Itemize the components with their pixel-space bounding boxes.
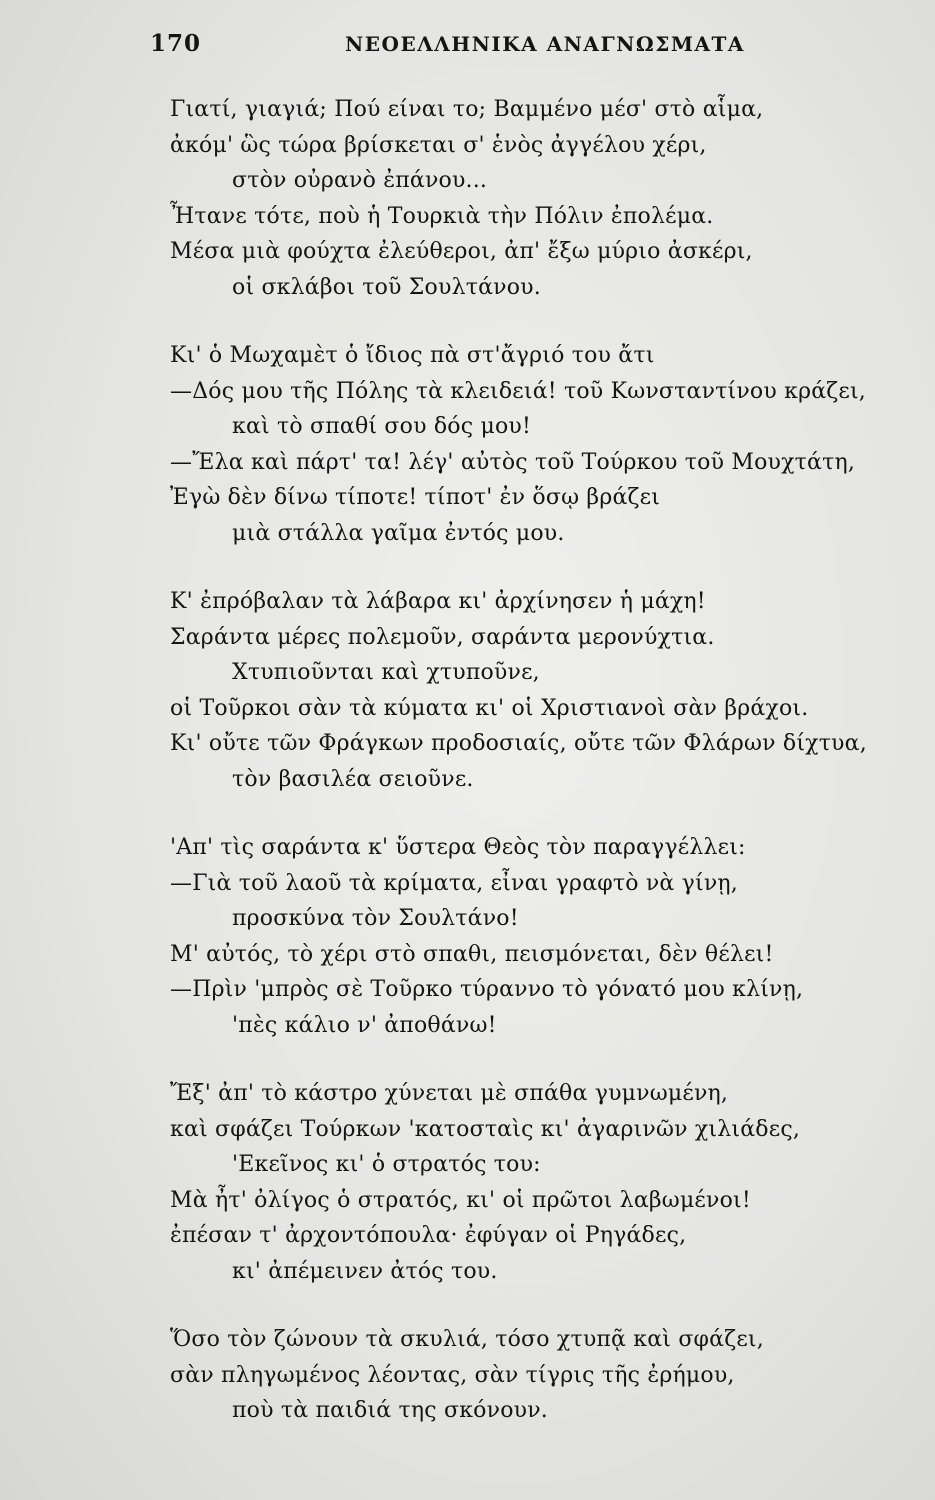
verse-line: τὸν βασιλέα σειοῦνε. xyxy=(232,766,474,792)
verse-line: Κ' ἐπρόβαλαν τὰ λάβαρα κι' ἀρχίνησεν ἡ μάχη! xyxy=(170,589,706,614)
verse-line: σὰν πληγωμένος λέοντας, σὰν τίγρις τῆς ἐρήμου, xyxy=(170,1362,735,1388)
verse-line: οἱ Τοῦρκοι σὰν τὰ κύματα κι' οἱ Χριστιανοὶ σὰν βράχοι. xyxy=(170,695,809,721)
verse-line: Σαράντα μέρες πολεμοῦν, σαράντα μερονύχτια. xyxy=(170,624,715,650)
verse-line: Μέσα μιὰ φούχτα ἐλεύθεροι, ἀπ' ἔξω μύριο ἀσκέρι, xyxy=(170,239,753,264)
verse-line: —Ἔλα καὶ πάρτ' τα! λέγ' αὐτὸς τοῦ Τούρκου τοῦ Μουχτάτη, xyxy=(170,449,856,475)
verse-line: καὶ σφάζει Τούρκων 'κατοσταὶς κι' ἀγαρινῶν χιλιάδες, xyxy=(170,1116,801,1142)
verse-line: στὸν οὐρανὸ ἐπάνου... xyxy=(232,168,488,193)
verse-line: κι' ἀπέμεινεν ἀτός του. xyxy=(232,1258,498,1284)
verse-line: —Γιὰ τοῦ λαοῦ τὰ κρίματα, εἶναι γραφτὸ νὰ γίνῃ, xyxy=(170,870,739,896)
poem-body xyxy=(170,92,930,1462)
verse-line: οἱ σκλάβοι τοῦ Σουλτάνου. xyxy=(232,274,541,300)
stanza xyxy=(170,92,930,305)
verse-line: καὶ τὸ σπαθί σου δός μου! xyxy=(232,414,532,439)
verse-line: Γιατί, γιαγιά; Πού είναι το; Βαμμένο μέσ' στὸ αἷμα, xyxy=(170,97,764,122)
verse-line: ἀκόμ' ὣς τώρα βρίσκεται σ' ἑνὸς ἀγγέλου χέρι, xyxy=(170,132,707,158)
verse-line: προσκύνα τὸν Σουλτάνο! xyxy=(232,906,519,931)
verse-line: Μ' αὐτός, τὸ χέρι στὸ σπαθι, πεισμόνεται, δὲν θέλει! xyxy=(170,941,774,967)
verse-line: Ἐγὼ δὲν δίνω τίποτε! τίποτ' ἐν ὅσῳ βράζει xyxy=(170,485,661,510)
verse-line: Χτυπιοῦνται καὶ χτυποῦνε, xyxy=(232,660,540,685)
verse-line: ποὺ τὰ παιδιά της σκόνουν. xyxy=(232,1398,548,1423)
stanza xyxy=(170,830,930,1043)
stanza xyxy=(170,1076,930,1289)
verse-line: Ὅσο τὸν ζώνουν τὰ σκυλιά, τόσο χτυπᾷ καὶ σφάζει, xyxy=(170,1327,764,1352)
page-header xyxy=(150,30,750,60)
running-title: ΝΕΟΕΛΛΗΝΙΚΑ ΑΝΑΓΝΩΣΜΑΤΑ xyxy=(345,32,745,56)
verse-line: μιὰ στάλλα γαῖμα ἐντός μου. xyxy=(232,520,565,546)
stanza xyxy=(170,1322,930,1429)
stanza xyxy=(170,338,930,551)
page-number: 170 xyxy=(150,30,202,57)
verse-line: —Δός μου τῆς Πόλης τὰ κλειδειά! τοῦ Κωνσταντίνου κράζει, xyxy=(170,378,867,404)
verse-line: 'Απ' τὶς σαράντα κ' ὕστερα Θεὸς τὸν παραγγέλλει: xyxy=(170,835,746,860)
verse-line: 'Εκεῖνος κι' ὁ στρατός του: xyxy=(232,1152,541,1177)
verse-line: Κι' ὁ Μωχαμὲτ ὁ ἴδιος πὰ στ'ἄγριό του ἄτι xyxy=(170,343,655,368)
verse-line: —Πρὶν 'μπρὸς σὲ Τοῦρκο τύραννο τὸ γόνατό μου κλίνῃ, xyxy=(170,977,804,1002)
verse-line: 'πὲς κάλιο ν' ἀποθάνω! xyxy=(232,1012,497,1038)
verse-line: Μὰ ἦτ' ὀλίγος ὁ στρατός, κι' οἱ πρῶτοι λαβωμένοι! xyxy=(170,1187,751,1213)
verse-line: Κι' οὔτε τῶν Φράγκων προδοσιαίς, οὔτε τῶν Φλάρων δίχτυα, xyxy=(170,731,867,756)
stanza xyxy=(170,584,930,797)
verse-line: Ἔξ' ἀπ' τὸ κάστρο χύνεται μὲ σπάθα γυμνωμένη, xyxy=(170,1081,729,1106)
verse-line: Ἦτανε τότε, ποὺ ἡ Τουρκιὰ τὴν Πόλιν ἐπολέμα. xyxy=(170,203,714,229)
verse-line: ἐπέσαν τ' ἀρχοντόπουλα· ἐφύγαν οἱ Ρηγάδες, xyxy=(170,1223,687,1248)
